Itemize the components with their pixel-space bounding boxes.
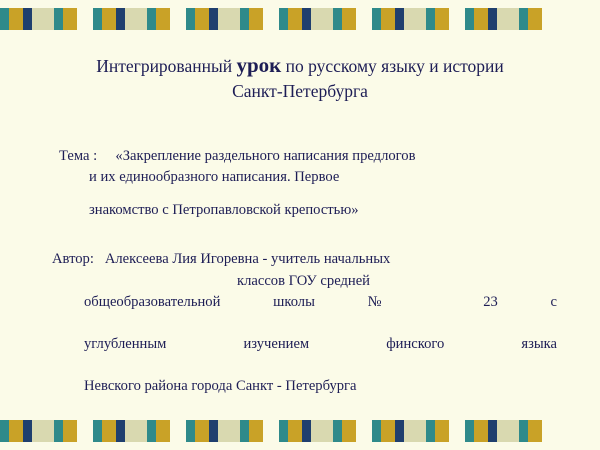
band-stripe [302,8,311,30]
band-gap [263,420,279,442]
band-gap [263,8,279,30]
decorative-band-top [0,8,600,30]
band-stripe [465,420,474,442]
band-stripe [279,8,288,30]
band-stripe [32,420,54,442]
band-stripe [156,8,170,30]
band-stripe [381,8,395,30]
band-stripe [125,8,147,30]
band-stripe [474,420,488,442]
band-gap [449,420,465,442]
band-gap [356,8,372,30]
band-stripe [23,8,32,30]
band-stripe [186,8,195,30]
author-school-right: школы № 23 с [273,293,557,310]
band-stripe [102,420,116,442]
band-stripe [63,8,77,30]
title-prefix: Интегрированный [96,56,237,76]
band-stripe [288,8,302,30]
band-stripe [465,8,474,30]
band-stripe [311,420,333,442]
band-stripe [497,420,519,442]
band-stripe [333,420,342,442]
decorative-band-bottom [0,420,600,442]
band-stripe [54,420,63,442]
author-third-line [52,292,557,334]
band-stripe [218,420,240,442]
band-stripe [435,8,449,30]
band-stripe [426,420,435,442]
author-name-role: Алексеева Лия Игоревна - учитель начальных [104,251,391,268]
band-gap [77,8,93,30]
band-stripe [116,8,125,30]
slide-body [52,146,557,412]
author-fourth-line [52,334,557,376]
band-stripe [147,8,156,30]
band-stripe [381,420,395,442]
band-gap [356,420,372,442]
band-stripe [218,8,240,30]
band-stripe [209,8,218,30]
band-stripe [404,8,426,30]
band-stripe [279,420,288,442]
title-line-1 [40,52,560,80]
band-stripe [249,420,263,442]
band-stripe [32,8,54,30]
band-stripe [102,8,116,30]
band-stripe [488,420,497,442]
band-gap [449,8,465,30]
author-label: Автор: [52,251,94,268]
band-stripe [195,8,209,30]
theme-text-line-3: знакомство с Петропавловской крепостью» [89,202,359,219]
band-stripe [9,420,23,442]
author-second-line: классов ГОУ средней [237,272,370,289]
band-stripe [195,420,209,442]
band-stripe [23,420,32,442]
title-line-2: Санкт-Петербурга [232,80,368,101]
theme-text-line-1: «Закрепление раздельного написания предлогов [115,148,416,164]
band-stripe [528,420,542,442]
band-stripe [342,8,356,30]
title-emphasis: урок [236,53,282,77]
author-language: языка [521,336,557,353]
page-title [40,52,560,103]
band-stripe [372,8,381,30]
band-stripe [54,8,63,30]
band-stripe [93,8,102,30]
band-stripe [288,420,302,442]
band-stripe [333,8,342,30]
band-stripe [93,420,102,442]
author-fifth-line: Невского района города Санкт - Петербурга [84,378,357,395]
band-stripe [125,420,147,442]
band-stripe [395,420,404,442]
band-stripe [528,8,542,30]
band-stripe [404,420,426,442]
band-stripe [116,420,125,442]
title-suffix: по русскому языку и истории [281,56,504,76]
band-stripe [249,8,263,30]
band-stripe [209,420,218,442]
theme-text-line-2: и их единообразного написания. Первое [89,169,340,186]
band-stripe [9,8,23,30]
author-program: углубленным изучением финского [84,336,445,353]
author-school-left: общеобразовательной [84,293,221,310]
band-stripe [63,420,77,442]
theme-label: Тема : [59,148,98,164]
theme-paragraph [52,146,557,221]
band-stripe [372,420,381,442]
band-gap [170,420,186,442]
band-stripe [147,420,156,442]
band-stripe [426,8,435,30]
band-stripe [435,420,449,442]
band-gap [77,420,93,442]
band-gap [170,8,186,30]
band-stripe [0,420,9,442]
band-stripe [488,8,497,30]
band-stripe [240,8,249,30]
band-stripe [395,8,404,30]
band-stripe [342,420,356,442]
band-stripe [519,8,528,30]
author-first-line [52,249,557,270]
band-stripe [497,8,519,30]
band-stripe [302,420,311,442]
band-stripe [474,8,488,30]
author-paragraph [52,249,557,397]
band-stripe [519,420,528,442]
band-stripe [240,420,249,442]
band-stripe [0,8,9,30]
band-stripe [186,420,195,442]
band-stripe [311,8,333,30]
band-stripe [156,420,170,442]
